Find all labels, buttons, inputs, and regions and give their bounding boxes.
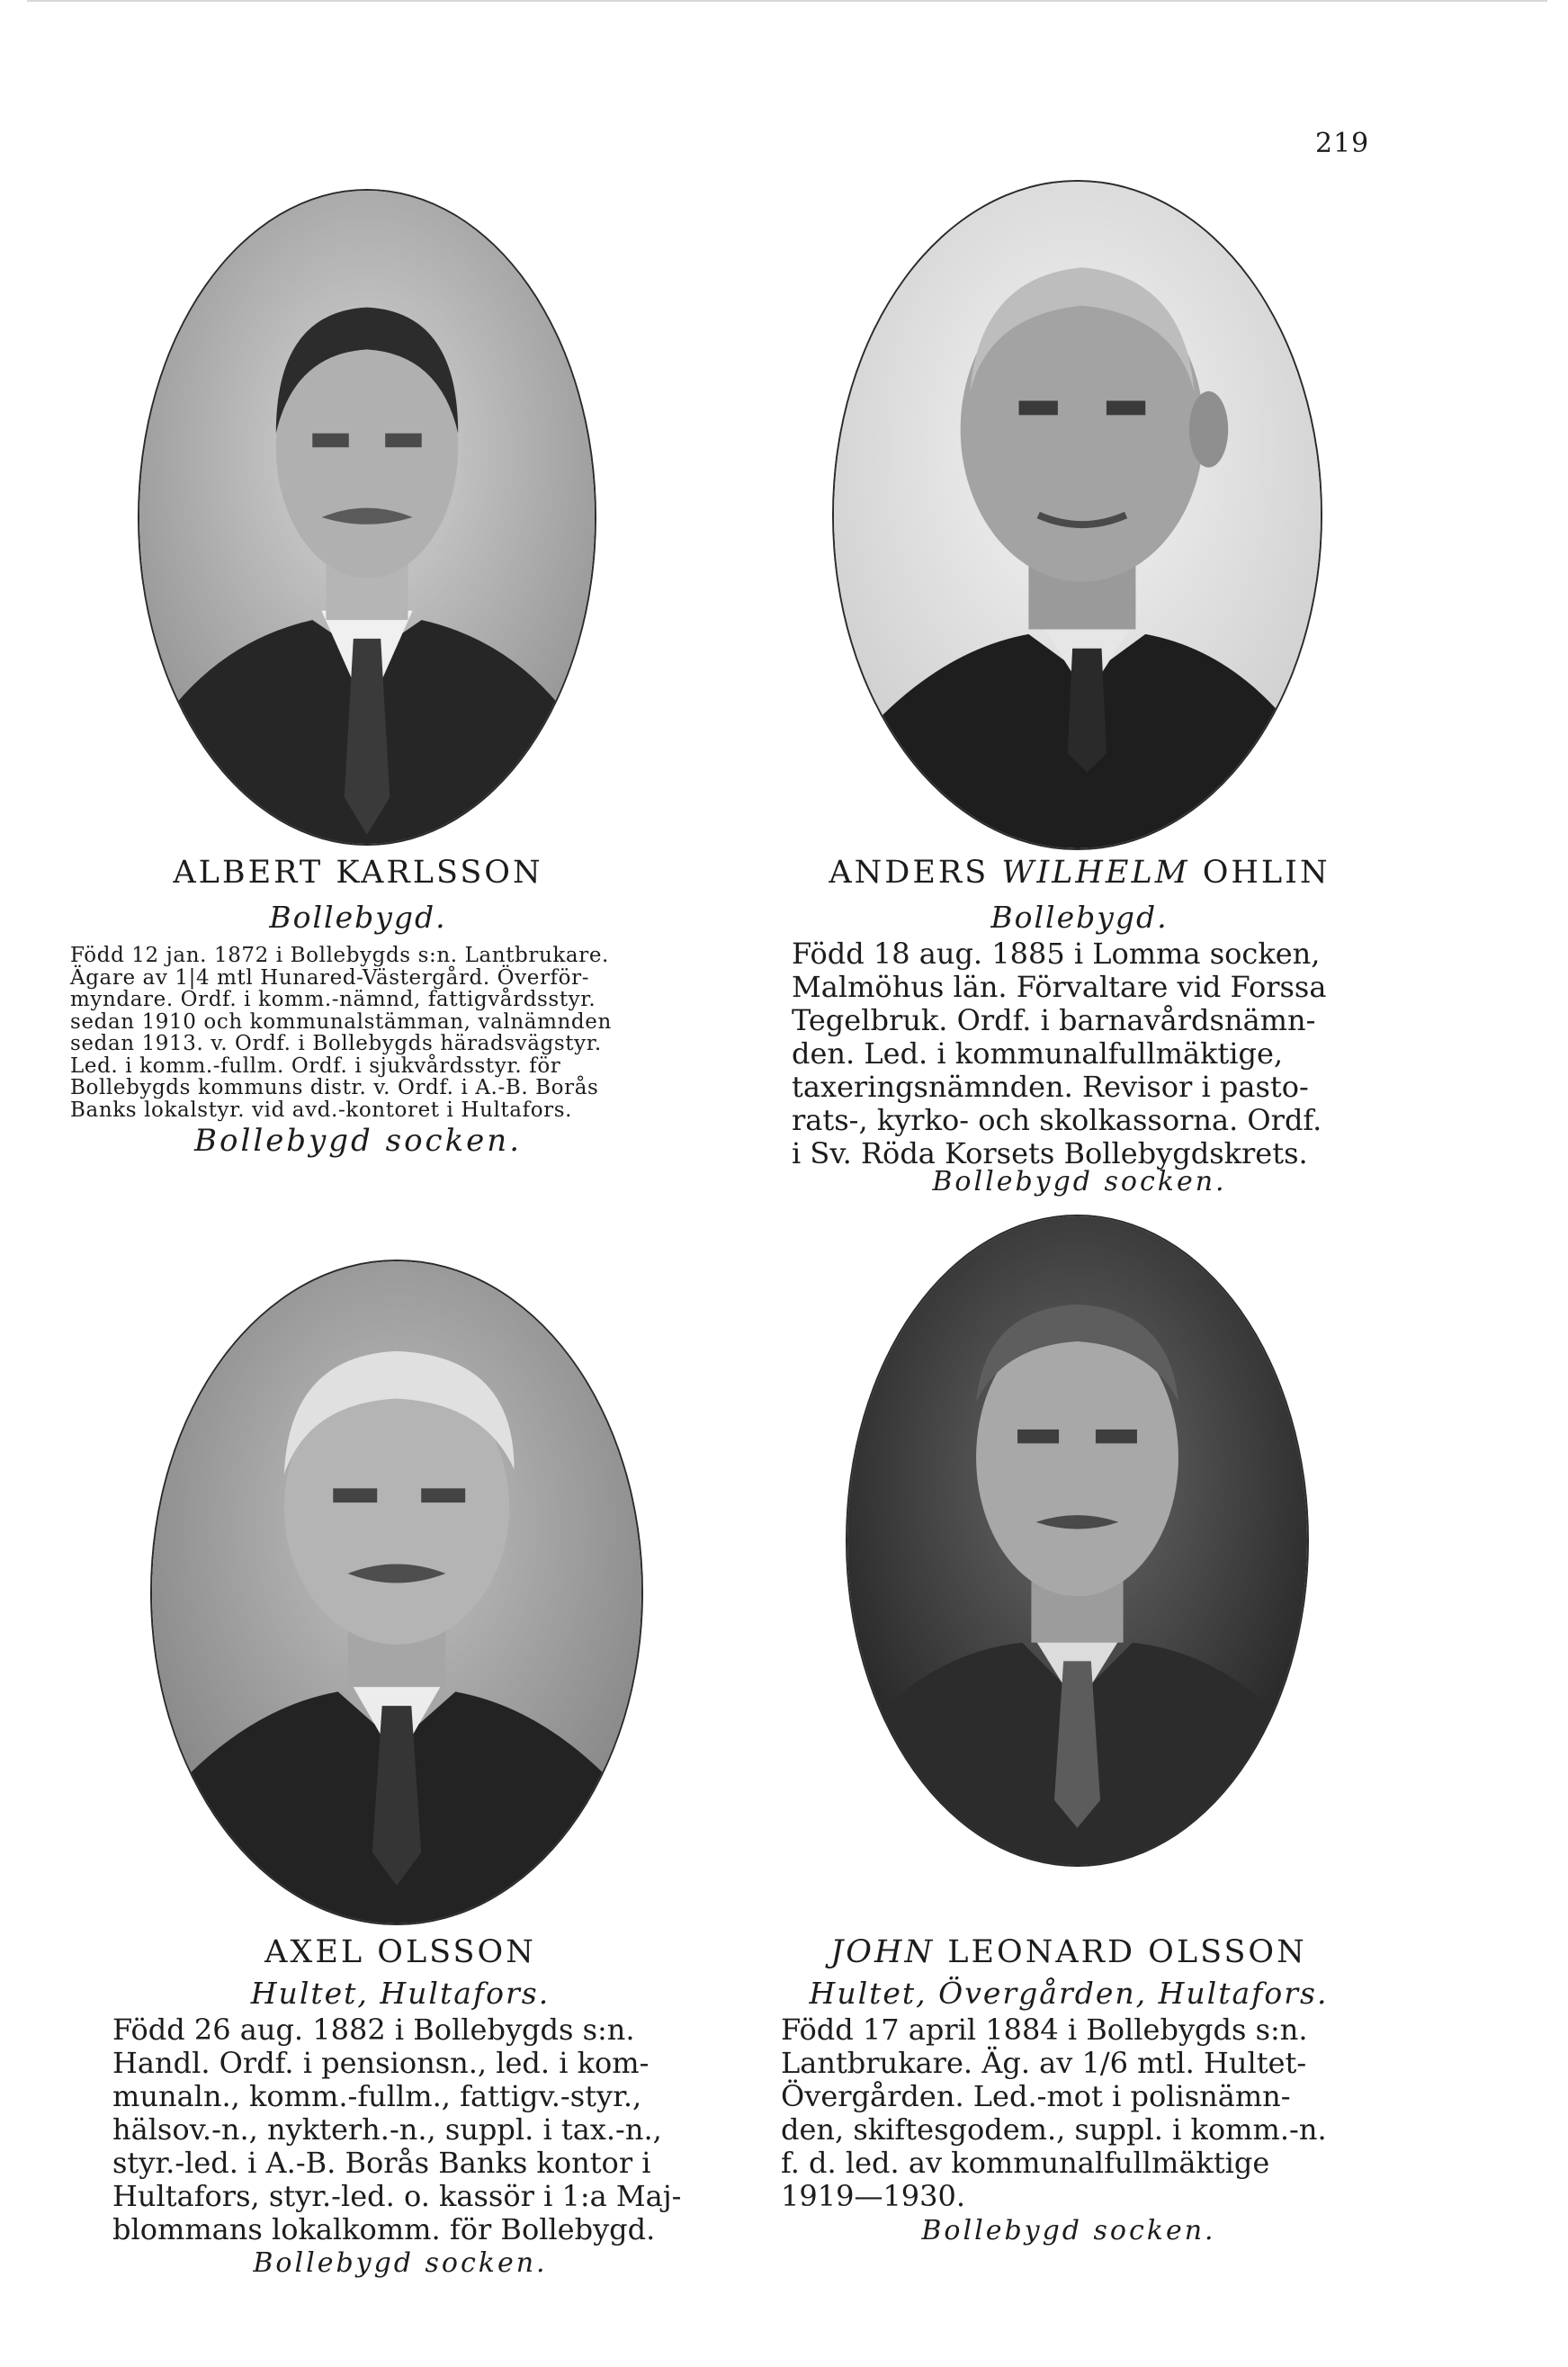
person-name bbox=[781, 1934, 1357, 1970]
person-biography: Född 26 aug. 1882 i Bollebygds s:n. Handl. Ordf. i pensionsn., led. i kom- munaln., komm.-fullm., fattigv.-styr., hälsov.-n., nykterh.-n., suppl. i tax.-n., styr.-led. i A.-B. Borås Banks kontor i Hultafors, styr.-led. o. kassör i 1:a Maj- blommans lokalkomm. för Bollebygd. bbox=[112, 2013, 682, 2246]
name-last: OHLIN bbox=[1189, 855, 1331, 891]
person-residence: Bollebygd. bbox=[990, 900, 1169, 935]
entry-axel-olsson bbox=[112, 1215, 688, 2279]
entry-john-leonard-olsson bbox=[781, 1215, 1357, 2276]
name-rest: LEONARD OLSSON bbox=[935, 1934, 1307, 1970]
person-name bbox=[792, 855, 1367, 891]
page-number: 219 bbox=[1315, 128, 1370, 159]
parish-name: Bollebygd socken. bbox=[932, 1166, 1227, 1197]
entry-albert-karlsson bbox=[70, 0, 646, 1197]
person-name: AXEL OLSSON bbox=[264, 1934, 536, 1970]
person-name: ALBERT KARLSSON bbox=[173, 855, 543, 891]
name-middle: WILHELM bbox=[1001, 855, 1190, 891]
person-biography: Född 18 aug. 1885 i Lomma socken, Malmöhus län. Förvaltare vid Forssa Tegelbruk. Ordf. i barnavårdsnämn- den. Led. i kommunalfullmäktige, taxeringsnämnden. Revisor i pasto- rats-, kyrko- och skolkassorna. Ordf. i Sv. Röda Korsets Bollebygdskrets. bbox=[792, 937, 1327, 1170]
portrait-photo bbox=[150, 1260, 643, 1925]
parish-name: Bollebygd socken. bbox=[193, 1123, 523, 1159]
person-biography: Född 17 april 1884 i Bollebygds s:n. Lantbrukare. Äg. av 1/6 mtl. Hultet- Övergården. Led.-mot i polisnämn- den, skiftesgodem., suppl. i komm.-n. f. d. led. av kommunalfullmäktige 1919—1930. bbox=[781, 2013, 1327, 2213]
parish-name: Bollebygd socken. bbox=[253, 2247, 548, 2279]
portrait-photo bbox=[138, 189, 596, 846]
portrait-photo bbox=[832, 180, 1322, 850]
name-first: JOHN bbox=[830, 1934, 936, 1970]
person-residence: Hultet, Övergården, Hultafors. bbox=[809, 1976, 1329, 2011]
entry-anders-wilhelm-ohlin bbox=[792, 0, 1367, 1197]
portrait-photo bbox=[846, 1215, 1309, 1867]
person-biography: Född 12 jan. 1872 i Bollebygds s:n. Lantbrukare. Ägare av 1|4 mtl Hunared-Västergård. Överför- myndare. Ordf. i komm.-nämnd, fattigvårdsstyr. sedan 1910 och kommunalstämman, valnämnden sedan 1913. v. Ordf. i Bollebygds häradsvägstyr. Led. i komm.-fullm. Ordf. i sjukvårdsstyr. för Bollebygds kommuns distr. v. Ordf. i A.-B. Borås Banks lokalstyr. vid avd.-kontoret i Hultafors. bbox=[70, 944, 612, 1122]
person-residence: Bollebygd. bbox=[269, 900, 447, 935]
parish-name: Bollebygd socken. bbox=[921, 2215, 1216, 2246]
name-first: ANDERS bbox=[829, 855, 1002, 891]
person-residence: Hultet, Hultafors. bbox=[250, 1976, 551, 2011]
